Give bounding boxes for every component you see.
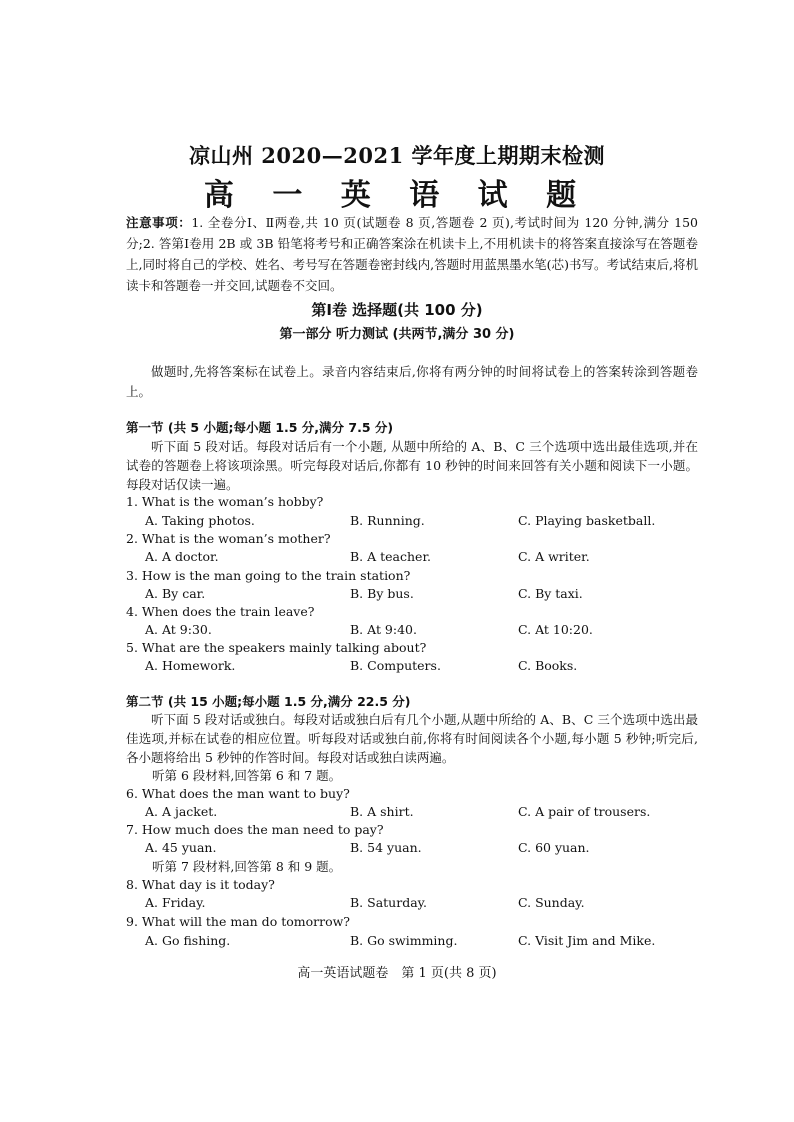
- material-6-instruction: 听第 6 段材料,回答第 6 和 7 题。: [152, 768, 342, 783]
- option-8c: C. Sunday.: [518, 895, 585, 910]
- option-4b: B. At 9:40.: [350, 622, 417, 637]
- notice-label: 注意事项：: [126, 215, 192, 230]
- section2-instructions: 听下面 5 段对话或独白。每段对话或独白后有几个小题,从题中所给的 A、B、C 三个选项中选出最佳选项,并标在试卷的相应位置。听每段对话或独白前,你将有时间阅读各个小题,每小题 5 秒钟;听完后,各小题将给出 5 秒钟的作答时间。每段对话或独白读两遍。: [126, 712, 698, 765]
- option-3c: C. By taxi.: [518, 586, 583, 601]
- option-5a: A. Homework.: [145, 658, 236, 673]
- option-8b: B. Saturday.: [350, 895, 428, 910]
- option-5c: C. Books.: [518, 658, 578, 673]
- notice-block: [126, 212, 698, 296]
- part1-title: 第一部分 听力测试 (共两节,满分 30 分): [279, 327, 515, 342]
- material-7-instruction: 听第 7 段材料,回答第 8 和 9 题。: [152, 859, 342, 874]
- option-9c: C. Visit Jim and Mike.: [518, 933, 656, 948]
- option-6c: C. A pair of trousers.: [518, 804, 651, 819]
- paper-title: 高 一 英 语 试 题: [203, 178, 591, 213]
- option-5b: B. Computers.: [350, 658, 441, 673]
- option-7b: B. 54 yuan.: [350, 840, 422, 855]
- option-7c: C. 60 yuan.: [518, 840, 590, 855]
- notice-text: 1. 全卷分Ⅰ、Ⅱ两卷,共 10 页(试题卷 8 页,答题卷 2 页),考试时间为 120 分钟,满分 150 分;2. 答第Ⅰ卷用 2B 或 3B 铅笔将考号和正确答案涂在机读卡上,不用机读卡的将答案直接涂写在答题卷上,同时将自己的学校、姓名、考号写在答题卷密封线内,答题时用蓝黑墨水笔(芯)书写。考试结束后,将机读卡和答题卷一并交回,试题卷不交回。: [126, 215, 698, 293]
- option-3a: A. By car.: [145, 586, 206, 601]
- exam-title: 凉山州 2020—2021 学年度上期期末检测: [188, 143, 605, 168]
- option-4c: C. At 10:20.: [518, 622, 593, 637]
- question-7: 7. How much does the man need to pay?: [126, 822, 384, 837]
- option-9b: B. Go swimming.: [350, 933, 458, 948]
- question-9: 9. What will the man do tomorrow?: [126, 914, 350, 929]
- section2-heading: 第二节 (共 15 小题;每小题 1.5 分,满分 22.5 分): [126, 694, 411, 709]
- option-1a: A. Taking photos.: [145, 513, 255, 528]
- option-6a: A. A jacket.: [145, 804, 218, 819]
- intro-paragraph: 做题时,先将答案标在试卷上。录音内容结束后,你将有两分钟的时间将试卷上的答案转涂到答题卷上。: [126, 364, 698, 399]
- question-3: 3. How is the man going to the train station?: [126, 568, 411, 583]
- section1-instructions: 听下面 5 段对话。每段对话后有一个小题, 从题中所给的 A、B、C 三个选项中选出最佳选项,并在试卷的答题卷上将该项涂黑。听完每段对话后,你都有 10 秒钟的时间来回答有关小题和阅读下一小题。每段对话仅读一遍。: [126, 439, 698, 492]
- option-1b: B. Running.: [350, 513, 425, 528]
- option-2b: B. A teacher.: [350, 549, 432, 564]
- option-4a: A. At 9:30.: [145, 622, 212, 637]
- section1-heading: 第一节 (共 5 小题;每小题 1.5 分,满分 7.5 分): [126, 420, 394, 435]
- option-2a: A. A doctor.: [145, 549, 219, 564]
- question-6: 6. What does the man want to buy?: [126, 786, 350, 801]
- option-1c: C. Playing basketball.: [518, 513, 656, 528]
- question-2: 2. What is the woman’s mother?: [126, 531, 331, 546]
- option-2c: C. A writer.: [518, 549, 590, 564]
- page-footer: 高一英语试题卷 第 1 页(共 8 页): [297, 966, 497, 981]
- question-8: 8. What day is it today?: [126, 877, 275, 892]
- option-8a: A. Friday.: [145, 895, 206, 910]
- option-3b: B. By bus.: [350, 586, 414, 601]
- option-6b: B. A shirt.: [350, 804, 414, 819]
- option-7a: A. 45 yuan.: [145, 840, 217, 855]
- question-1: 1. What is the woman’s hobby?: [126, 494, 324, 509]
- option-9a: A. Go fishing.: [145, 933, 231, 948]
- question-5: 5. What are the speakers mainly talking about?: [126, 640, 427, 655]
- volume-title: 第Ⅰ卷 选择题(共 100 分): [311, 301, 483, 319]
- question-4: 4. When does the train leave?: [126, 604, 315, 619]
